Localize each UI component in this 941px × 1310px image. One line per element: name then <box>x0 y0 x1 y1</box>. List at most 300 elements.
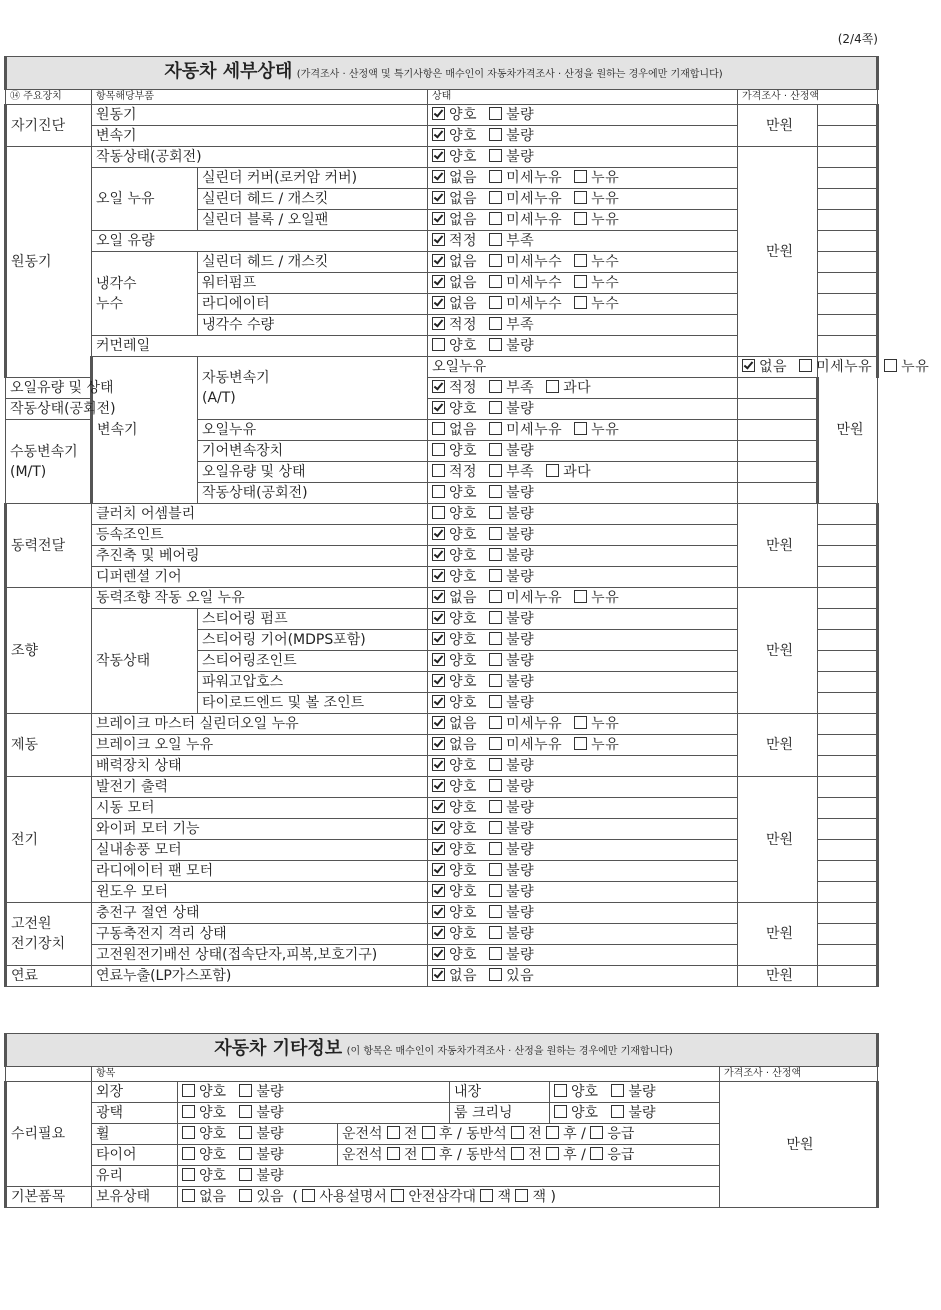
row-exterior: 외장 <box>92 1082 178 1103</box>
checkbox-good[interactable] <box>432 128 445 141</box>
checkbox-emergency[interactable] <box>590 1147 603 1160</box>
checkbox-none[interactable] <box>432 422 445 435</box>
checkbox-bad[interactable] <box>489 779 502 792</box>
front-label: 전 <box>528 1147 542 1163</box>
checkbox-none[interactable] <box>432 254 445 267</box>
detail-row <box>6 903 878 924</box>
item-br2: 브레이크 오일 누유 <box>92 735 428 756</box>
price-note[interactable] <box>738 441 818 462</box>
price-note[interactable] <box>818 798 878 819</box>
price-amount[interactable]: 만원 <box>738 714 818 777</box>
price-note[interactable] <box>738 420 818 441</box>
price-note[interactable] <box>818 210 878 231</box>
checkbox-good[interactable] <box>432 926 445 939</box>
option-minor_leak: 미세누유 <box>506 212 563 228</box>
checkbox-bad[interactable] <box>489 947 502 960</box>
checkbox-short[interactable] <box>489 317 502 330</box>
checkbox-good[interactable] <box>432 800 445 813</box>
checkbox-jack2[interactable] <box>515 1189 528 1202</box>
checkbox-bad[interactable] <box>239 1126 252 1139</box>
item-hv2: 구동축전지 격리 상태 <box>92 924 428 945</box>
row-owned: 보유상태 <box>92 1187 178 1208</box>
option-none: 없음 <box>449 422 478 438</box>
status-br3 <box>428 756 738 777</box>
checkbox-good[interactable] <box>432 863 445 876</box>
status-pw3 <box>428 546 738 567</box>
option-ok: 적정 <box>449 380 478 396</box>
checkbox-manual[interactable] <box>302 1189 315 1202</box>
checkbox-ok[interactable] <box>432 464 445 477</box>
checkbox-good[interactable] <box>432 485 445 498</box>
owned-options <box>178 1187 720 1208</box>
option-none: 없음 <box>449 212 478 228</box>
price-note[interactable] <box>738 378 818 399</box>
option-bad: 불량 <box>506 695 535 711</box>
price-note[interactable] <box>818 567 878 588</box>
item-el2: 시동 모터 <box>92 798 428 819</box>
front-label: 전 <box>404 1126 418 1142</box>
checkbox-bad[interactable] <box>489 926 502 939</box>
option-bad: 불량 <box>506 548 535 564</box>
checkbox-ok[interactable] <box>432 317 445 330</box>
detail-row <box>6 357 878 378</box>
price-note[interactable] <box>818 273 878 294</box>
option-bad: 불량 <box>256 1147 284 1163</box>
option-none: 없음 <box>449 275 478 291</box>
option-good: 양호 <box>449 905 478 921</box>
price-note[interactable] <box>818 252 878 273</box>
option-good: 양호 <box>449 569 478 585</box>
checkbox-minor_water[interactable] <box>489 275 502 288</box>
option-good: 양호 <box>449 947 478 963</box>
checkbox-good[interactable] <box>432 632 445 645</box>
checkbox-none[interactable] <box>432 170 445 183</box>
item-fuel1: 연료누출(LP가스포함) <box>92 966 428 987</box>
checkbox-minor_water[interactable] <box>489 296 502 309</box>
option-minor_leak: 미세누유 <box>506 170 563 186</box>
price-note[interactable] <box>738 462 818 483</box>
option-good: 양호 <box>199 1126 227 1142</box>
checkbox-good[interactable] <box>432 779 445 792</box>
checkbox-minor_leak[interactable] <box>489 716 502 729</box>
checkbox-bad[interactable] <box>489 653 502 666</box>
option-good: 양호 <box>571 1105 599 1121</box>
checkbox-leak[interactable] <box>574 191 587 204</box>
price-note[interactable] <box>818 672 878 693</box>
checkbox-ok[interactable] <box>432 380 445 393</box>
checkbox-good[interactable] <box>432 527 445 540</box>
checkbox-minor_leak[interactable] <box>489 212 502 225</box>
checkbox-bad[interactable] <box>489 758 502 771</box>
checkbox-bad[interactable] <box>489 632 502 645</box>
checkbox-rear[interactable] <box>422 1126 435 1139</box>
detail-row <box>6 777 878 798</box>
category-engine: 원동기 <box>6 147 92 378</box>
option-bad: 불량 <box>506 443 535 459</box>
option-bad: 불량 <box>506 779 535 795</box>
checkbox-leak[interactable] <box>574 170 587 183</box>
item-hv1: 충전구 절연 상태 <box>92 903 428 924</box>
row-wheel: 휠 <box>92 1124 178 1145</box>
checkbox-good[interactable] <box>182 1126 195 1139</box>
checkbox-bad[interactable] <box>489 338 502 351</box>
checkbox-ok[interactable] <box>432 233 445 246</box>
checkbox-bad[interactable] <box>489 548 502 561</box>
status-st3 <box>428 651 738 672</box>
status-fuel1 <box>428 966 738 987</box>
item-cool2: 워터펌프 <box>198 273 428 294</box>
option-none: 없음 <box>449 254 478 270</box>
checkbox-water[interactable] <box>574 296 587 309</box>
item-cool1: 실린더 헤드 / 개스킷 <box>198 252 428 273</box>
wheel-options <box>178 1124 338 1145</box>
checkbox-bad[interactable] <box>239 1084 252 1097</box>
subcategory-oil_leak: 오일 누유 <box>92 168 198 231</box>
checkbox-rear2[interactable] <box>546 1126 559 1139</box>
checkbox-bad[interactable] <box>489 569 502 582</box>
option-good: 양호 <box>449 611 478 627</box>
option-ok: 적정 <box>449 233 478 249</box>
option-minor_leak: 미세누유 <box>506 191 563 207</box>
option-bad: 불량 <box>506 107 535 123</box>
price-note[interactable] <box>738 399 818 420</box>
checkbox-bad[interactable] <box>489 149 502 162</box>
checkbox-over[interactable] <box>546 380 559 393</box>
checkbox-good[interactable] <box>432 401 445 414</box>
header-status: 상태 <box>428 90 738 105</box>
option-minor_leak: 미세누유 <box>816 359 873 375</box>
option-short: 부족 <box>506 233 535 249</box>
checkbox-minor_leak[interactable] <box>799 359 812 372</box>
checkbox-good[interactable] <box>432 905 445 918</box>
checkbox-leak[interactable] <box>574 716 587 729</box>
option-bad: 불량 <box>506 653 535 669</box>
price-amount[interactable]: 만원 <box>738 504 818 588</box>
checkbox-none[interactable] <box>432 737 445 750</box>
status-common_rail <box>428 336 738 357</box>
checkbox-good[interactable] <box>432 695 445 708</box>
checkbox-bad[interactable] <box>239 1147 252 1160</box>
checkbox-bad[interactable] <box>239 1168 252 1181</box>
checkbox-short[interactable] <box>489 233 502 246</box>
category-hv: 고전원 전기장치 <box>6 903 92 966</box>
price-amount[interactable]: 만원 <box>738 588 818 714</box>
status-st1 <box>428 609 738 630</box>
checkbox-none[interactable] <box>182 1189 195 1202</box>
price-note[interactable] <box>818 777 878 798</box>
checkbox-none[interactable] <box>432 716 445 729</box>
checkbox-emergency[interactable] <box>590 1126 603 1139</box>
checkbox-bad[interactable] <box>489 695 502 708</box>
option-leak: 누유 <box>591 737 620 753</box>
checkbox-front[interactable] <box>387 1126 400 1139</box>
checkbox-good[interactable] <box>432 149 445 162</box>
item-cool3: 라디에이터 <box>198 294 428 315</box>
checkbox-good[interactable] <box>432 947 445 960</box>
checkbox-good[interactable] <box>432 674 445 687</box>
checkbox-bad[interactable] <box>489 674 502 687</box>
checkbox-good[interactable] <box>432 821 445 834</box>
detail-row <box>6 504 878 525</box>
tire-options <box>178 1145 338 1166</box>
price-note[interactable] <box>818 525 878 546</box>
checkbox-minor_leak[interactable] <box>489 191 502 204</box>
price-note[interactable] <box>818 819 878 840</box>
option-yes: 있음 <box>256 1189 284 1205</box>
status-eng_op <box>428 147 738 168</box>
checkbox-leak[interactable] <box>884 359 897 372</box>
option-good: 양호 <box>449 674 478 690</box>
price-amount[interactable]: 만원 <box>738 777 818 903</box>
checkbox-good[interactable] <box>182 1168 195 1181</box>
price-note[interactable] <box>818 504 878 525</box>
option-good: 양호 <box>199 1105 227 1121</box>
price-note[interactable] <box>818 903 878 924</box>
status-hv2 <box>428 924 738 945</box>
price-note[interactable] <box>818 315 878 336</box>
price-note[interactable] <box>818 924 878 945</box>
checkbox-short[interactable] <box>489 380 502 393</box>
paren-open: ( <box>292 1189 298 1205</box>
option-bad: 불량 <box>506 905 535 921</box>
option-bad: 불량 <box>506 884 535 900</box>
checkbox-good[interactable] <box>432 338 445 351</box>
option-good: 양호 <box>449 800 478 816</box>
option-none: 없음 <box>449 737 478 753</box>
checkbox-minor_leak[interactable] <box>489 170 502 183</box>
category-self: 자기진단 <box>6 105 92 147</box>
status-el5 <box>428 861 738 882</box>
status-st2 <box>428 630 738 651</box>
checkbox-bad[interactable] <box>489 800 502 813</box>
status-el4 <box>428 840 738 861</box>
option-good: 양호 <box>449 401 478 417</box>
price-amount[interactable]: 만원 <box>738 903 818 966</box>
checkbox-front[interactable] <box>387 1147 400 1160</box>
price-amount[interactable]: 만원 <box>738 105 818 147</box>
checkbox-water[interactable] <box>574 254 587 267</box>
price-note[interactable] <box>818 294 878 315</box>
item-st5: 타이로드엔드 및 볼 조인트 <box>198 693 428 714</box>
option-good: 양호 <box>449 821 478 837</box>
checkbox-bad[interactable] <box>489 128 502 141</box>
option-short: 부족 <box>506 380 535 396</box>
checkbox-none[interactable] <box>432 296 445 309</box>
option-good: 양호 <box>449 653 478 669</box>
checkbox-good[interactable] <box>432 758 445 771</box>
checkbox-front2[interactable] <box>511 1126 524 1139</box>
checkbox-none[interactable] <box>432 212 445 225</box>
price-amount[interactable]: 만원 <box>738 147 818 357</box>
option-none: 없음 <box>449 716 478 732</box>
option-bad: 불량 <box>256 1126 284 1142</box>
option-good: 양호 <box>449 443 478 459</box>
checkbox-good[interactable] <box>554 1084 567 1097</box>
price-note[interactable] <box>818 126 878 147</box>
detail-status-table <box>4 56 930 987</box>
row-interior: 내장 <box>450 1082 550 1103</box>
price-note[interactable] <box>818 693 878 714</box>
other-price[interactable]: 만원 <box>720 1082 878 1208</box>
price-note[interactable] <box>818 231 878 252</box>
checkbox-yes[interactable] <box>489 968 502 981</box>
price-note[interactable] <box>818 336 878 357</box>
checkbox-none[interactable] <box>432 191 445 204</box>
checkbox-good[interactable] <box>432 569 445 582</box>
price-note[interactable] <box>818 147 878 168</box>
checkbox-minor_leak[interactable] <box>489 590 502 603</box>
price-note[interactable] <box>818 609 878 630</box>
option-minor_water: 미세누수 <box>506 275 563 291</box>
checkbox-bad[interactable] <box>489 401 502 414</box>
checkbox-minor_leak[interactable] <box>489 737 502 750</box>
checkbox-leak[interactable] <box>574 422 587 435</box>
item-hv3: 고전원전기배선 상태(접속단자,피복,보호기구) <box>92 945 428 966</box>
checkbox-good[interactable] <box>432 611 445 624</box>
checkbox-good[interactable] <box>182 1147 195 1160</box>
subcategory-steer_op: 작동상태 <box>92 609 198 714</box>
category-brake: 제동 <box>6 714 92 777</box>
checkbox-yes[interactable] <box>239 1189 252 1202</box>
checkbox-bad[interactable] <box>489 863 502 876</box>
checkbox-good[interactable] <box>432 884 445 897</box>
basic-items: 기본품목 <box>6 1187 92 1208</box>
price-note[interactable] <box>818 861 878 882</box>
price-note[interactable] <box>818 588 878 609</box>
checkbox-bad[interactable] <box>489 905 502 918</box>
price-note[interactable] <box>818 714 878 735</box>
option-good: 양호 <box>199 1168 227 1184</box>
rear-label: 후 / <box>563 1126 591 1142</box>
checkbox-bad[interactable] <box>489 842 502 855</box>
checkbox-bad[interactable] <box>489 443 502 456</box>
price-note[interactable] <box>818 966 878 987</box>
checkbox-bad[interactable] <box>611 1084 624 1097</box>
option-good: 양호 <box>449 632 478 648</box>
checkbox-front2[interactable] <box>511 1147 524 1160</box>
checkbox-bad[interactable] <box>489 506 502 519</box>
option-bad: 불량 <box>506 611 535 627</box>
status-el1 <box>428 777 738 798</box>
status-pw1 <box>428 504 738 525</box>
checkbox-bad[interactable] <box>489 107 502 120</box>
option-triangle: 안전삼각대 <box>408 1189 477 1205</box>
checkbox-good[interactable] <box>432 107 445 120</box>
price-note[interactable] <box>818 105 878 126</box>
option-yes: 있음 <box>506 968 535 984</box>
checkbox-bad[interactable] <box>611 1105 624 1118</box>
item-eng_op: 작동상태(공회전) <box>92 147 428 168</box>
price-note[interactable] <box>738 483 818 504</box>
checkbox-good[interactable] <box>432 443 445 456</box>
option-good: 양호 <box>449 758 478 774</box>
checkbox-bad[interactable] <box>489 527 502 540</box>
gloss-options <box>178 1103 450 1124</box>
subcategory-mt: 수동변속기 (M/T) <box>6 420 92 504</box>
status-at1 <box>738 357 930 378</box>
price-note[interactable] <box>818 840 878 861</box>
rear-label: 후 / 동반석 <box>439 1126 507 1142</box>
status-st_leak <box>428 588 738 609</box>
price-note[interactable] <box>818 756 878 777</box>
item-st1: 스티어링 펌프 <box>198 609 428 630</box>
item-mt4: 작동상태(공회전) <box>198 483 428 504</box>
option-over: 과다 <box>563 380 592 396</box>
checkbox-bad[interactable] <box>489 611 502 624</box>
other-info-table <box>4 1033 879 1208</box>
checkbox-rear2[interactable] <box>546 1147 559 1160</box>
checkbox-none[interactable] <box>432 275 445 288</box>
other-title: 자동차 기타정보 <box>214 1037 343 1059</box>
price-note[interactable] <box>818 945 878 966</box>
detail-banner <box>6 57 878 90</box>
price-note[interactable] <box>818 168 878 189</box>
checkbox-good[interactable] <box>182 1105 195 1118</box>
status-pw2 <box>428 525 738 546</box>
header-main: ⑭ 주요장치 <box>6 90 92 105</box>
checkbox-leak[interactable] <box>574 590 587 603</box>
checkbox-none[interactable] <box>432 590 445 603</box>
checkbox-triangle[interactable] <box>391 1189 404 1202</box>
checkbox-none[interactable] <box>742 359 755 372</box>
other-row <box>6 1082 878 1103</box>
checkbox-good[interactable] <box>554 1105 567 1118</box>
item-at3: 작동상태(공회전) <box>6 399 92 420</box>
price-note[interactable] <box>818 882 878 903</box>
checkbox-good[interactable] <box>432 506 445 519</box>
option-good: 양호 <box>449 548 478 564</box>
checkbox-good[interactable] <box>182 1084 195 1097</box>
checkbox-good[interactable] <box>432 653 445 666</box>
checkbox-leak[interactable] <box>574 737 587 750</box>
checkbox-bad[interactable] <box>489 884 502 897</box>
price-note[interactable] <box>818 735 878 756</box>
option-bad: 불량 <box>506 821 535 837</box>
option-good: 양호 <box>449 506 478 522</box>
price-amount[interactable]: 만원 <box>818 357 878 504</box>
option-none: 없음 <box>449 191 478 207</box>
price-note[interactable] <box>818 189 878 210</box>
price-note[interactable] <box>818 651 878 672</box>
status-st4 <box>428 672 738 693</box>
checkbox-jack[interactable] <box>480 1189 493 1202</box>
detail-note: (가격조사 · 산정액 및 특기사항은 매수인이 자동차가격조사 · 산정을 원하는 경우에만 기재합니다) <box>296 68 723 80</box>
option-bad: 불량 <box>506 842 535 858</box>
option-water: 누수 <box>591 275 620 291</box>
option-leak: 누유 <box>591 590 620 606</box>
checkbox-good[interactable] <box>432 548 445 561</box>
checkbox-leak[interactable] <box>574 212 587 225</box>
checkbox-minor_leak[interactable] <box>489 422 502 435</box>
price-note[interactable] <box>818 630 878 651</box>
option-bad: 불량 <box>506 527 535 543</box>
detail-row <box>6 966 878 987</box>
checkbox-over[interactable] <box>546 464 559 477</box>
item-self2: 변속기 <box>92 126 428 147</box>
checkbox-bad[interactable] <box>239 1105 252 1118</box>
glass-options <box>178 1166 720 1187</box>
checkbox-bad[interactable] <box>489 485 502 498</box>
checkbox-rear[interactable] <box>422 1147 435 1160</box>
checkbox-good[interactable] <box>432 842 445 855</box>
checkbox-water[interactable] <box>574 275 587 288</box>
price-note[interactable] <box>818 546 878 567</box>
checkbox-bad[interactable] <box>489 821 502 834</box>
price-amount[interactable]: 만원 <box>738 966 818 987</box>
checkbox-short[interactable] <box>489 464 502 477</box>
checkbox-minor_water[interactable] <box>489 254 502 267</box>
checkbox-none[interactable] <box>432 968 445 981</box>
